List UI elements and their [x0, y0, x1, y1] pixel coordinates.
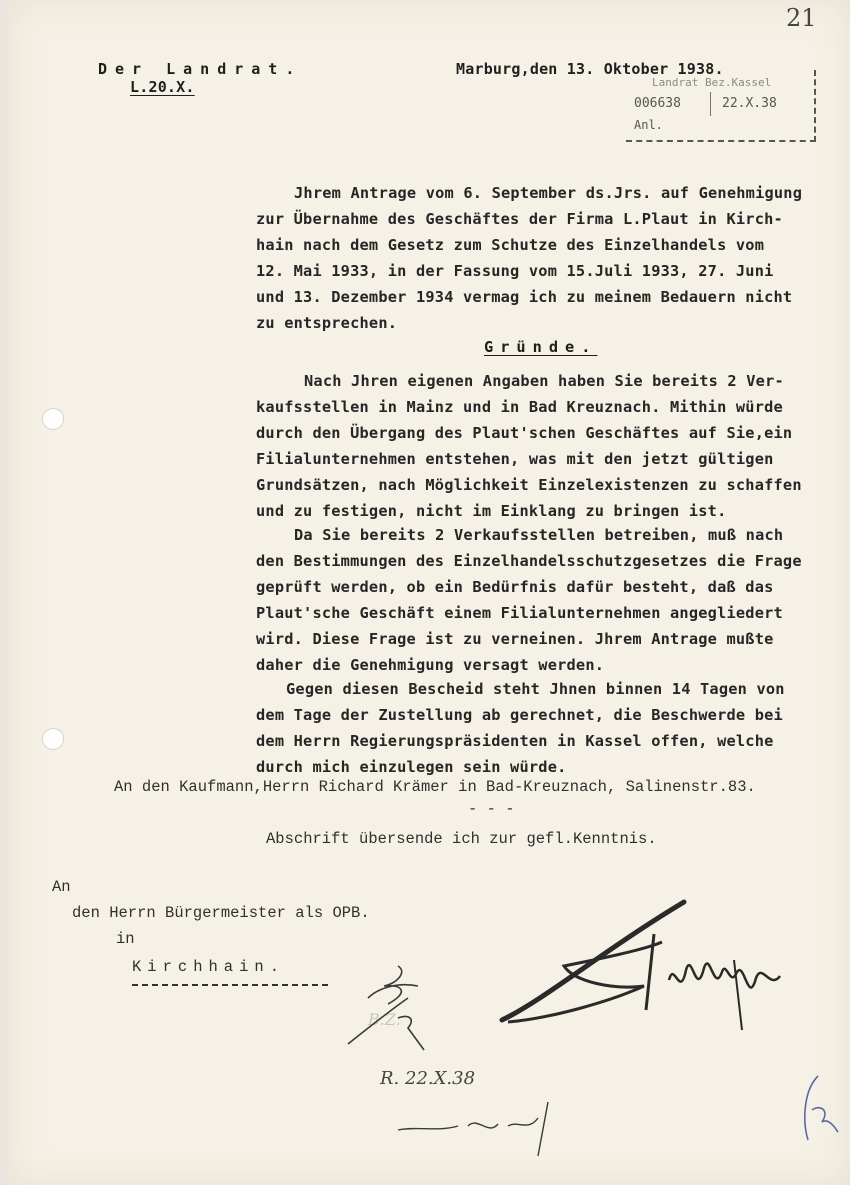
recipient-place: Kirchhain. [132, 958, 286, 976]
pencil-initials-text: B.Z. [368, 1010, 401, 1029]
text-line: wird. Diese Frage ist zu verneinen. Jhrem Antrage mußte [256, 630, 774, 648]
intro-paragraph [256, 180, 850, 336]
stamp-label: Anl. [634, 118, 663, 132]
stamp-number: 006638 [634, 96, 681, 111]
pencil-scribble [388, 1096, 588, 1166]
text-line: Grundsätzen, nach Möglichkeit Einzelexistenzen zu schaffen [256, 476, 802, 494]
text-line: und zu festigen, nicht im Einklang zu bringen ist. [256, 502, 727, 520]
recipient-name: den Herrn Bürgermeister als OPB. [72, 904, 370, 922]
text-line: dem Tage der Zustellung ab gerechnet, die Beschwerde bei [256, 706, 783, 724]
reasons-paragraph-1 [256, 368, 850, 524]
text-line: Da Sie bereits 2 Verkaufsstellen betreiben, muß nach [294, 526, 784, 544]
text-line: geprüft werden, ob ein Bedürfnis dafür besteht, daß das [256, 578, 774, 596]
text-line: den Bestimmungen des Einzelhandelsschutzgesetzes die Frage [256, 552, 802, 570]
recipient-in: in [116, 930, 135, 948]
stamp-office: Landrat Bez.Kassel [652, 76, 772, 89]
recipient-an: An [52, 878, 71, 896]
remedy-paragraph [256, 676, 850, 780]
text-line: daher die Genehmigung versagt werden. [256, 656, 605, 674]
addressee-line: An den Kaufmann,Herrn Richard Krämer in Bad-Kreuznach, Salinenstr.83. [114, 778, 756, 796]
document-page [8, 0, 850, 1185]
pencil-note: R. 22.X.38 [380, 1068, 476, 1089]
text-line: und 13. Dezember 1934 vermag ich zu meinem Bedauern nicht [256, 288, 793, 306]
text-line: 12. Mai 1933, in der Fassung vom 15.Juli 1933, 27. Juni [256, 262, 774, 280]
stamp-divider [710, 92, 711, 116]
text-line: Nach Jhren eigenen Angaben haben Sie bereits 2 Ver- [304, 372, 784, 390]
text-line: Jhrem Antrage vom 6. September ds.Jrs. auf Genehmigung [294, 184, 803, 202]
reasons-paragraph-2 [256, 522, 850, 678]
text-line: zur Übernahme des Geschäftes der Firma L.Plaut in Kirch- [256, 210, 783, 228]
text-line: Filialunternehmen entstehen, was mit den jetzt gültigen [256, 450, 774, 468]
recipient-underline [132, 984, 328, 986]
blue-pencil-mark [794, 1070, 844, 1150]
copy-note: Abschrift übersende ich zur gefl.Kenntnis. [266, 830, 657, 848]
punch-hole [42, 728, 64, 750]
place-date: Marburg,den 13. Oktober 1938. [456, 60, 724, 78]
page-number: 21 [786, 4, 817, 32]
reference: L.20.X. [130, 78, 195, 96]
text-line: dem Herrn Regierungspräsidenten in Kassel offen, welche [256, 732, 774, 750]
punch-hole [42, 408, 64, 430]
sender: Der Landrat. [98, 60, 303, 78]
text-line: zu entsprechen. [256, 314, 398, 332]
reasons-heading: Gründe. [484, 338, 598, 356]
text-line: hain nach dem Gesetz zum Schutze des Einzelhandels vom [256, 236, 765, 254]
text-line: durch den Übergang des Plaut'schen Geschäftes auf Sie,ein [256, 424, 793, 442]
stamp-date: 22.X.38 [722, 96, 777, 111]
text-line: Plaut'sche Geschäft einem Filialunternehmen angegliedert [256, 604, 783, 622]
separator: - - - [468, 800, 515, 818]
text-line: Gegen diesen Bescheid steht Jhnen binnen 14 Tagen von [286, 680, 785, 698]
signature [494, 890, 794, 1040]
receipt-stamp [626, 70, 816, 142]
text-line: durch mich einzulegen sein würde. [256, 758, 567, 776]
text-line: kaufsstellen in Mainz und in Bad Kreuznach. Mithin würde [256, 398, 783, 416]
